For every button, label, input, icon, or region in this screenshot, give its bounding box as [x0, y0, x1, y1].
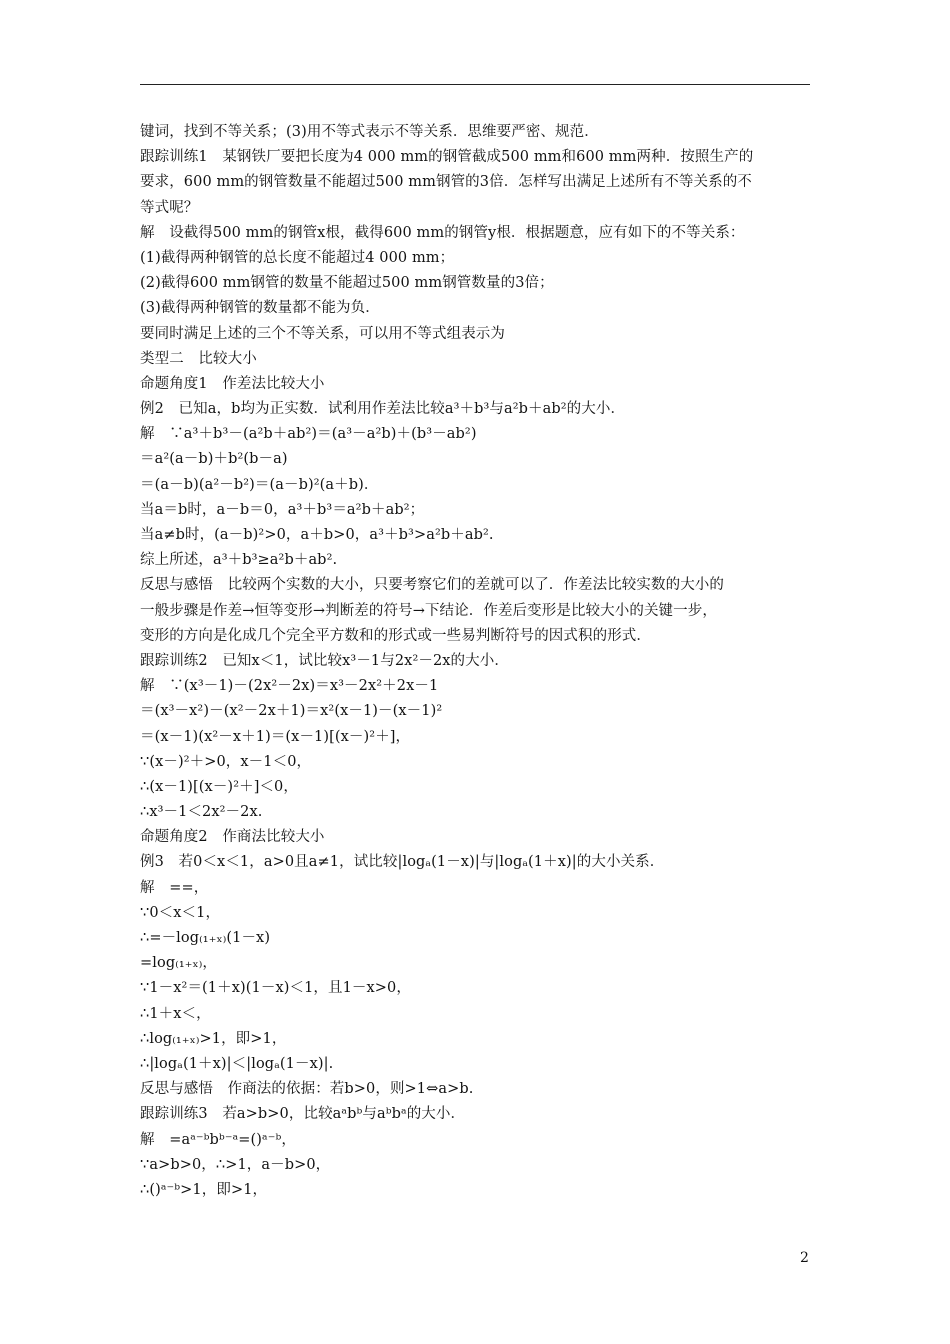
text-line: ＝a²(a－b)＋b²(b－a) — [140, 451, 288, 468]
text-line: 跟踪训练1 某钢铁厂要把长度为4 000 mm的钢管截成500 mm和600 mm两种．按照生产的 — [140, 149, 754, 166]
text-line: 例2 已知a，b均为正实数．试利用作差法比较a³＋b³与a²b＋ab²的大小． — [140, 401, 626, 418]
text-line: ∴log₍₁₊ₓ₎>1，即>1， — [140, 1030, 287, 1047]
text-line: 当a≠b时，(a－b)²>0，a＋b>0，a³＋b³>a²b＋ab². — [140, 527, 494, 543]
text-line: ＝(a－b)(a²－b²)＝(a－b)²(a＋b)． — [140, 476, 379, 493]
text-line: 解 设截得500 mm的钢管x根，截得600 mm的钢管y根．根据题意，应有如下的不等关系： — [140, 224, 745, 241]
text-line: 解 ∵a³＋b³－(a²b＋ab²)＝(a³－a²b)＋(b³－ab²) — [140, 426, 477, 443]
text-line: ∴|logₐ(1＋x)|＜|logₐ(1－x)|. — [140, 1055, 334, 1072]
text-line: ∴()ᵃ⁻ᵇ>1，即>1， — [140, 1181, 268, 1198]
page-body — [140, 120, 812, 1203]
text-line: ∴x³－1＜2x²－2x. — [140, 804, 263, 821]
text-line: 解 ==， — [140, 879, 209, 896]
text-line: 一般步骤是作差→恒等变形→判断差的符号→下结论．作差后变形是比较大小的关键一步， — [140, 602, 717, 619]
text-line: 例3 若0＜x＜1，a>0且a≠1，试比较|logₐ(1－x)|与|logₐ(1＋x)|的大小关系． — [140, 854, 665, 871]
text-line: 类型二 比较大小 — [140, 350, 257, 367]
text-line: 命题角度2 作商法比较大小 — [140, 829, 325, 846]
text-line: ∴(x－1)[(x－)²＋]＜0， — [140, 778, 298, 795]
text-line: 变形的方向是化成几个完全平方数和的形式或一些易判断符号的因式积的形式． — [140, 627, 651, 644]
text-line: 要求，600 mm的钢管数量不能超过500 mm钢管的3倍．怎样写出满足上述所有不等关系的不 — [140, 174, 752, 191]
text-line: ∵(x－)²＋>0，x－1＜0， — [140, 753, 312, 770]
text-line: (3)截得两种钢管的数量都不能为负． — [140, 300, 380, 317]
text-line: 跟踪训练2 已知x＜1，试比较x³－1与2x²－2x的大小． — [140, 652, 509, 669]
text-line: ∵1－x²＝(1＋x)(1－x)＜1，且1－x>0， — [140, 980, 411, 997]
text-line: =log₍₁₊ₓ₎， — [140, 955, 218, 972]
text-line: 命题角度1 作差法比较大小 — [140, 375, 325, 392]
text-line: 解 =aᵃ⁻ᵇbᵇ⁻ᵃ=()ᵃ⁻ᵇ， — [140, 1131, 296, 1148]
text-line: ＝(x－1)(x²－x＋1)＝(x－1)[(x－)²＋]， — [140, 728, 411, 745]
text-line: 解 ∵(x³－1)－(2x²－2x)＝x³－2x²＋2x－1 — [140, 678, 439, 695]
page-number: 2 — [800, 1250, 809, 1266]
text-line: ∵a>b>0，∴>1，a－b>0， — [140, 1156, 331, 1173]
text-line: 当a＝b时，a－b＝0，a³＋b³＝a²b＋ab²； — [140, 501, 425, 518]
text-line: ∴=－log₍₁₊ₓ₎(1－x) — [140, 930, 271, 946]
text-line: 反思与感悟 作商法的依据：若b>0，则>1⇔a>b. — [140, 1081, 474, 1098]
text-line: 要同时满足上述的三个不等关系，可以用不等式组表示为 — [140, 325, 505, 342]
text-line: ∴1＋x＜， — [140, 1005, 211, 1022]
text-line: 等式呢？ — [140, 199, 199, 216]
text-line: (2)截得600 mm钢管的数量不能超过500 mm钢管数量的3倍； — [140, 275, 554, 292]
text-line: 反思与感悟 比较两个实数的大小，只要考察它们的差就可以了．作差法比较实数的大小的 — [140, 577, 724, 594]
text-line: 跟踪训练3 若a>b>0，比较aᵃbᵇ与aᵇbᵃ的大小． — [140, 1106, 466, 1123]
text-line: 综上所述，a³＋b³≥a²b＋ab². — [140, 552, 338, 569]
text-line: ＝(x³－x²)－(x²－2x＋1)＝x²(x－1)－(x－1)² — [140, 703, 443, 720]
text-line: 键词，找到不等关系；(3)用不等式表示不等关系．思维要严密、规范． — [140, 124, 599, 140]
header-rule — [140, 84, 810, 85]
text-line: (1)截得两种钢管的总长度不能超过4 000 mm； — [140, 249, 455, 266]
text-line: ∵0＜x＜1， — [140, 904, 221, 921]
